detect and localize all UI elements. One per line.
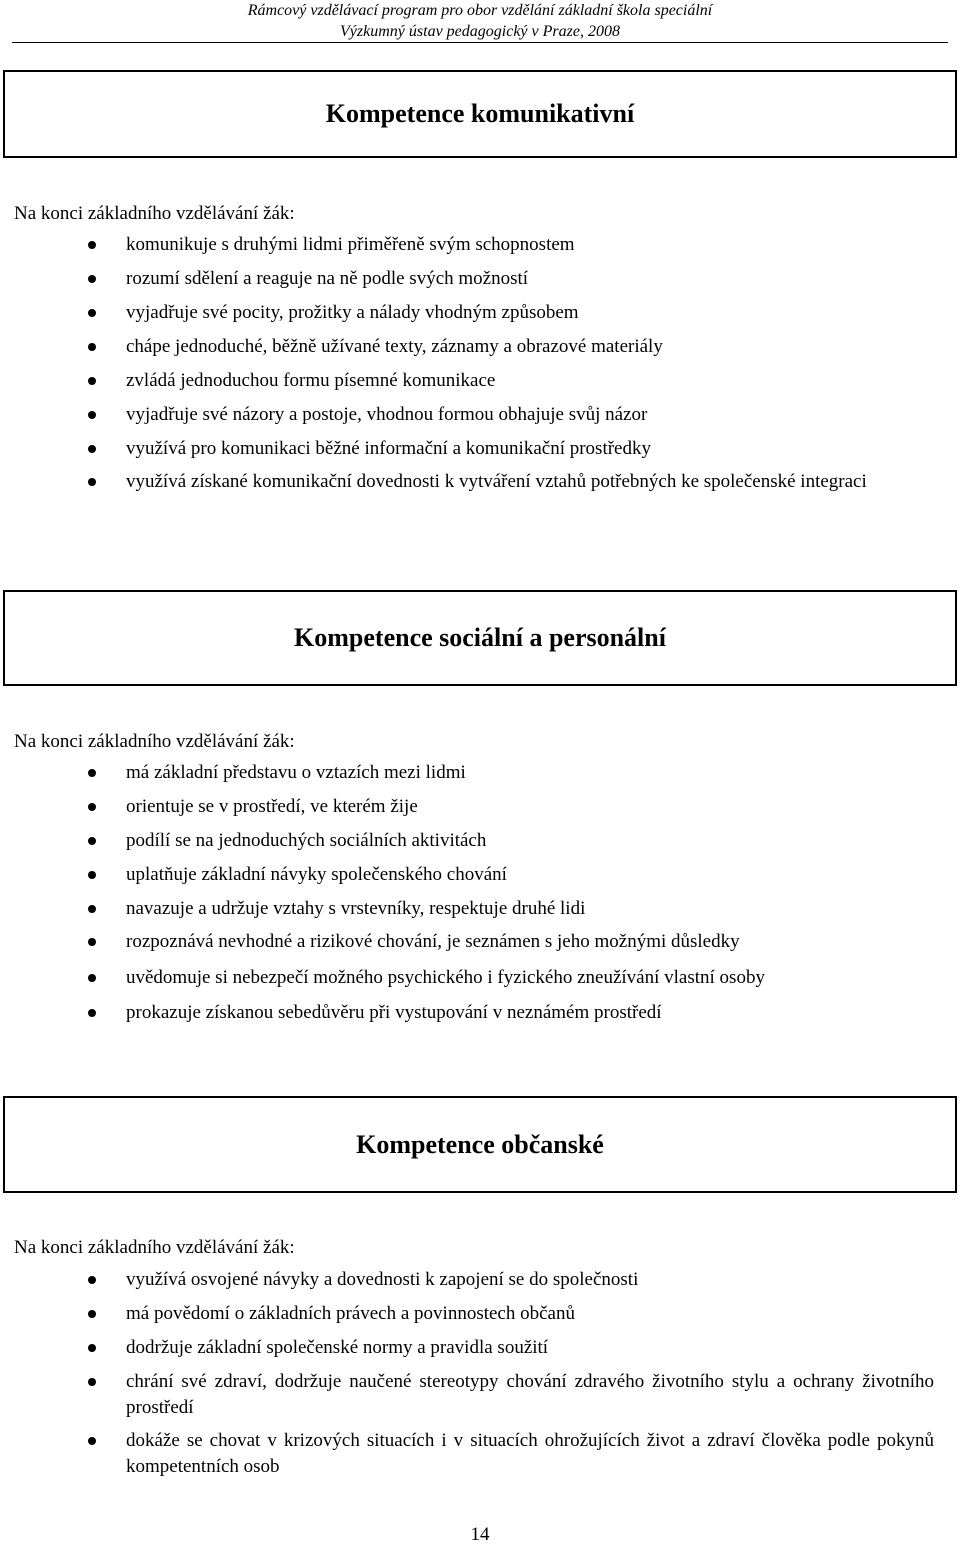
bullet-icon	[88, 1344, 96, 1352]
bullet-icon	[88, 769, 96, 777]
list-item: má povědomí o základních právech a povinnostech občanů	[126, 1301, 934, 1327]
bullet-icon	[88, 974, 96, 982]
bullet-icon	[88, 377, 96, 385]
bullet-icon	[88, 905, 96, 913]
list-item: uvědomuje si nebezpečí možného psychického i fyzického zneužívání vlastní osoby	[126, 965, 934, 991]
list-item: vyjadřuje své pocity, prožitky a nálady vhodným způsobem	[126, 300, 934, 326]
list-item: chápe jednoduché, běžně užívané texty, záznamy a obrazové materiály	[126, 334, 934, 360]
page-number: 14	[470, 1524, 490, 1545]
section-intro: Na konci základního vzdělávání žák:	[14, 203, 295, 224]
list-item: dokáže se chovat v krizových situacích i v situacích ohrožujících život a zdraví člověka podle pokynů kompetentních osob	[126, 1428, 934, 1480]
bullet-icon	[88, 309, 96, 317]
bullet-icon	[88, 275, 96, 283]
header-program-title: Rámcový vzdělávací program pro obor vzdělání základní škola speciální	[247, 2, 713, 19]
bullet-icon	[88, 478, 96, 486]
bullet-icon	[88, 1310, 96, 1318]
bullet-icon	[88, 343, 96, 351]
page-header	[12, 0, 948, 43]
list-item: má základní představu o vztazích mezi lidmi	[126, 760, 934, 786]
list-item: chrání své zdraví, dodržuje naučené stereotypy chování zdravého životního stylu a ochrany životního prostředí	[126, 1369, 934, 1421]
list-item: vyjadřuje své názory a postoje, vhodnou formou obhajuje svůj názor	[126, 402, 934, 428]
bullet-icon	[88, 1437, 96, 1445]
section-intro: Na konci základního vzdělávání žák:	[14, 731, 295, 752]
section-intro: Na konci základního vzdělávání žák:	[14, 1237, 295, 1258]
section-title-social-personal: Kompetence sociální a personální	[3, 590, 957, 686]
list-item: navazuje a udržuje vztahy s vrstevníky, respektuje druhé lidi	[126, 896, 934, 922]
bullet-icon	[88, 241, 96, 249]
list-item: rozumí sdělení a reaguje na ně podle svých možností	[126, 266, 934, 292]
list-item: využívá pro komunikaci běžné informační a komunikační prostředky	[126, 436, 934, 462]
list-item: prokazuje získanou sebedůvěru při vystupování v neznámém prostředí	[126, 1000, 934, 1026]
list-item: uplatňuje základní návyky společenského chování	[126, 862, 934, 888]
list-item: využívá získané komunikační dovednosti k vytváření vztahů potřebných ke společenské integraci	[126, 469, 934, 495]
bullet-icon	[88, 445, 96, 453]
list-item: komunikuje s druhými lidmi přiměřeně svým schopnostem	[126, 232, 934, 258]
bullet-icon	[88, 1009, 96, 1017]
bullet-icon	[88, 1378, 96, 1386]
bullet-icon	[88, 1276, 96, 1284]
list-item: dodržuje základní společenské normy a pravidla soužití	[126, 1335, 934, 1361]
bullet-icon	[88, 803, 96, 811]
section-title-civic: Kompetence občanské	[3, 1096, 957, 1193]
bullet-icon	[88, 938, 96, 946]
list-item: využívá osvojené návyky a dovednosti k zapojení se do společnosti	[126, 1267, 934, 1293]
bullet-icon	[88, 871, 96, 879]
bullet-icon	[88, 837, 96, 845]
header-institute: Výzkumný ústav pedagogický v Praze, 2008	[340, 23, 620, 40]
list-item: podílí se na jednoduchých sociálních aktivitách	[126, 828, 934, 854]
section-title-communicative: Kompetence komunikativní	[3, 70, 957, 158]
bullet-icon	[88, 411, 96, 419]
list-item: orientuje se v prostředí, ve kterém žije	[126, 794, 934, 820]
list-item: zvládá jednoduchou formu písemné komunikace	[126, 368, 934, 394]
list-item: rozpoznává nevhodné a rizikové chování, je seznámen s jeho možnými důsledky	[126, 929, 934, 955]
